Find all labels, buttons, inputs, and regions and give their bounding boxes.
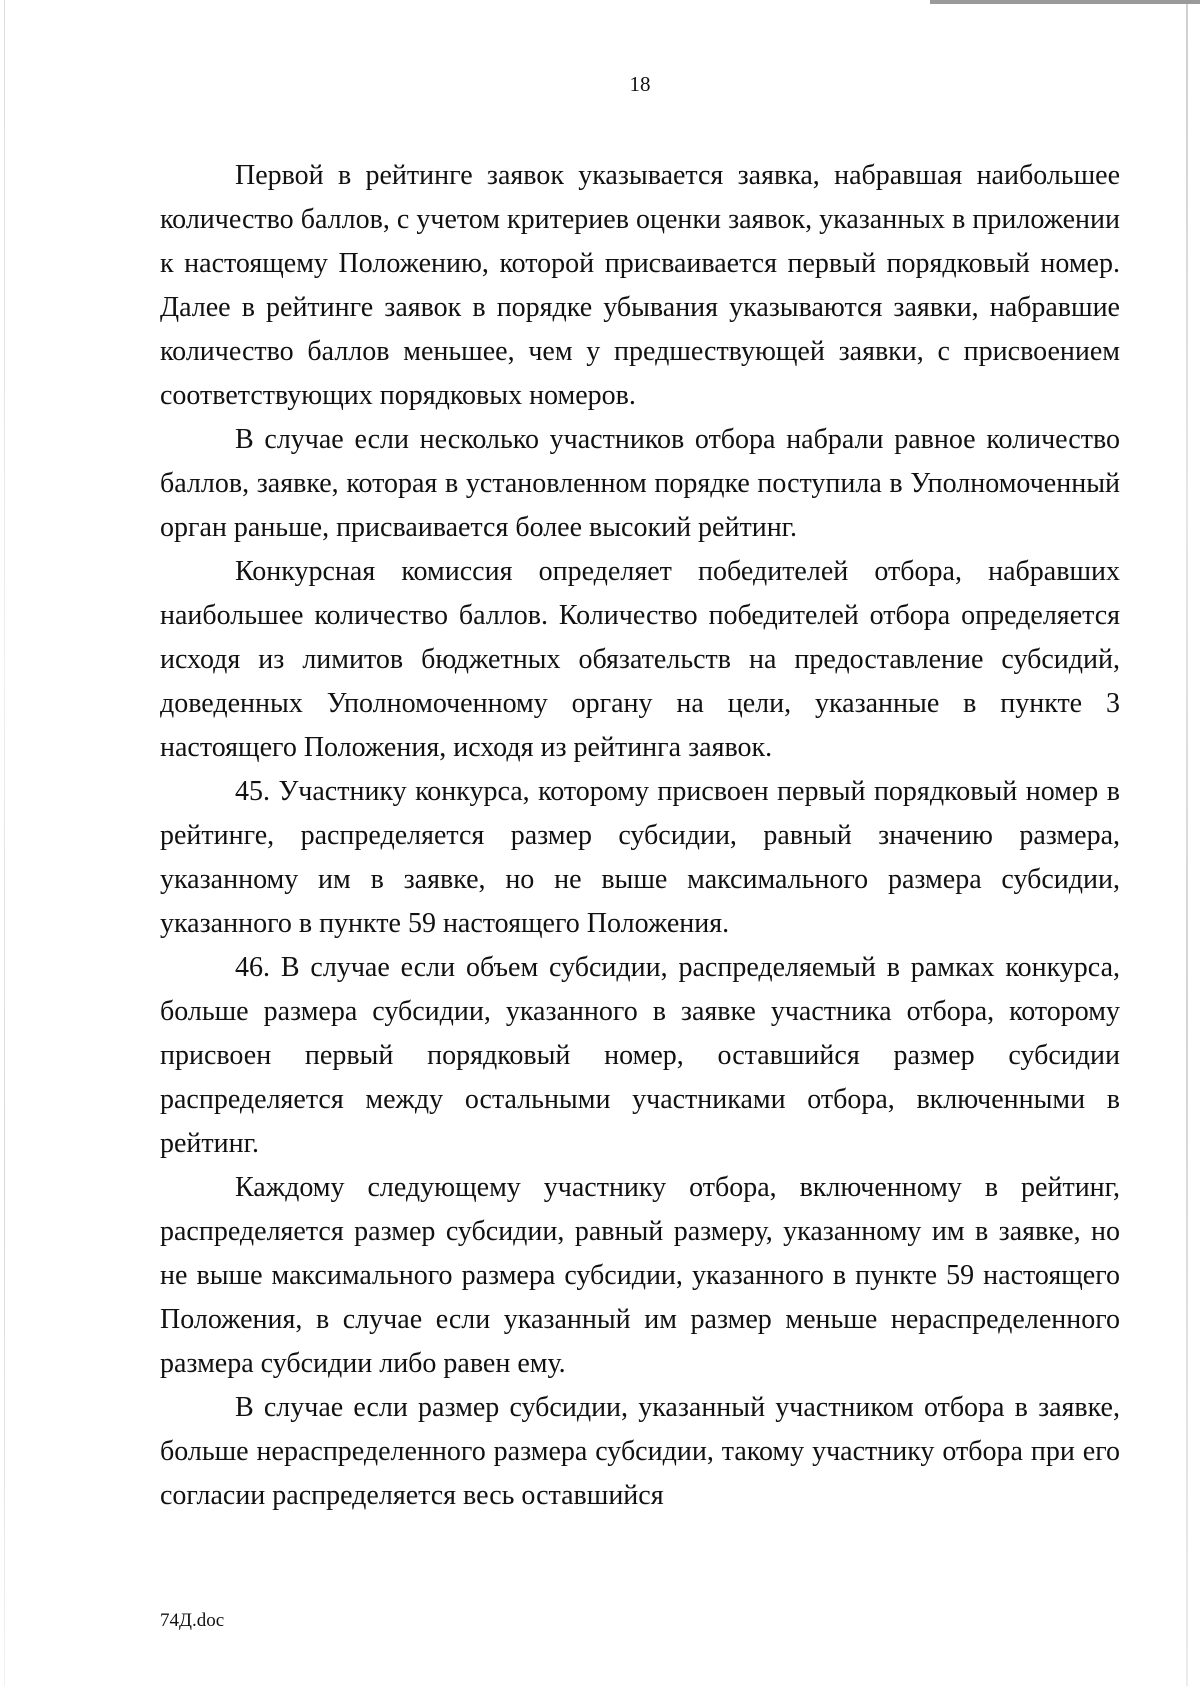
paragraph-clause-46: 46. В случае если объем субсидии, распределяемый в рамках конкурса, больше размера субсидии, указанного в заявке участника отбора, которому присвоен первый порядковый номер, оставшийся размер субсидии распределяется между остальными участниками отбора, включенными в рейтинг. [160,952,1120,1159]
footer-filename: 74Д.doc [160,1610,225,1631]
paragraph-equal-scores: В случае если несколько участников отбора набрали равное количество баллов, заявке, которая в установленном порядке поступила в Уполномоченный орган раньше, присваивается более высокий рейтинг. [160,424,1120,543]
scan-edge-left [4,0,5,1686]
paragraph-rating-order: Первой в рейтинге заявок указывается заявка, набравшая наибольшее количество баллов, с учетом критериев оценки заявок, указанных в приложении к настоящему Положению, которой присваивается первый порядковый номер. Далее в рейтинге заявок в порядке убывания указываются заявки, набравшие количество баллов меньшее, чем у предшествующей заявки, с присвоением соответствующих порядковых номеров. [160,160,1120,411]
page-number: 18 [629,72,651,96]
paragraph-clause-45: 45. Участнику конкурса, которому присвоен первый порядковый номер в рейтинге, распределяется размер субсидии, равный значению размера, указанному им в заявке, но не выше максимального размера субсидии, указанного в пункте 59 настоящего Положения. [160,776,1120,939]
paragraph-remaining-subsidy: В случае если размер субсидии, указанный участником отбора в заявке, больше нераспределенного размера субсидии, такому участнику отбора при его согласии распределяется весь оставшийся [160,1392,1120,1511]
document-body [160,154,1120,1518]
scan-edge-right [1186,0,1188,1686]
scan-edge-top [930,0,1200,4]
paragraph-next-participant: Каждому следующему участнику отбора, включенному в рейтинг, распределяется размер субсидии, равный размеру, указанному им в заявке, но не выше максимального размера субсидии, указанного в пункте 59 настоящего Положения, в случае если указанный им размер меньше нераспределенного размера субсидии либо равен ему. [160,1172,1120,1379]
paragraph-commission-winners: Конкурсная комиссия определяет победителей отбора, набравших наибольшее количество баллов. Количество победителей отбора определяется исходя из лимитов бюджетных обязательств на предоставление субсидий, доведенных Уполномоченному органу на цели, указанные в пункте 3 настоящего Положения, исходя из рейтинга заявок. [160,556,1120,763]
